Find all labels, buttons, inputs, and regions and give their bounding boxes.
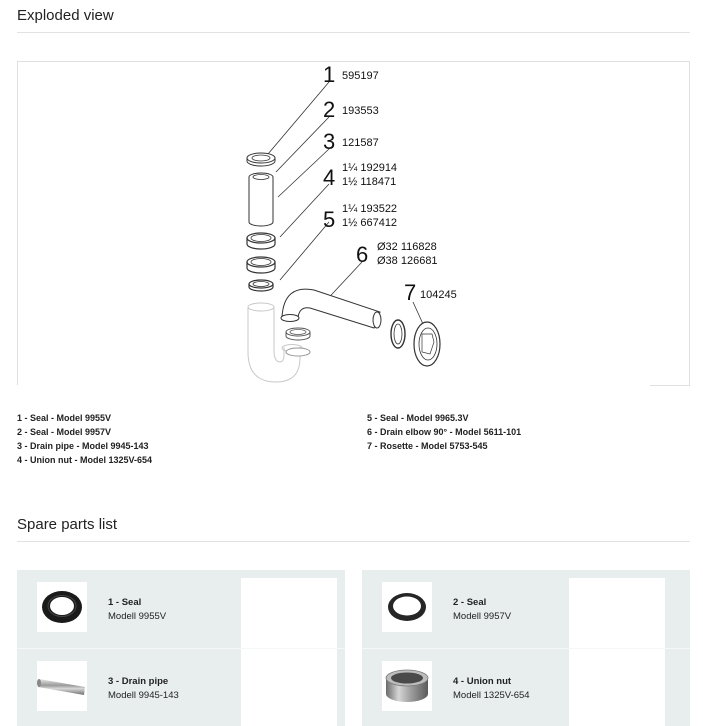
callout-7-number: 7 (404, 280, 417, 305)
spare-parts-panel-right (362, 570, 690, 726)
elbow-union-nut-drawing (391, 320, 405, 348)
part-4-union-nut-drawing (247, 233, 275, 273)
exploded-drawing (18, 62, 689, 385)
spare-part-model: Modell 9945-143 (108, 690, 179, 701)
spare-parts-panel-left (17, 570, 345, 726)
spare-part-name: 1 - Seal (108, 597, 142, 608)
spare-part-name: 3 - Drain pipe (108, 676, 169, 687)
legend-item: 1 - Seal - Model 9955V (17, 413, 112, 423)
legend-left (17, 411, 152, 467)
callout-2-number: 2 (323, 97, 336, 122)
legend-item: 7 - Rosette - Model 5753-545 (367, 441, 488, 451)
callout-4-line-2: 1½ 118471 (342, 176, 397, 188)
diagram-bottom-edge (17, 385, 650, 386)
legend-item: 3 - Drain pipe - Model 9945-143 (17, 441, 149, 451)
spare-part-card[interactable] (362, 648, 690, 726)
spare-part-card[interactable] (362, 570, 690, 648)
trap-body-drawing (248, 303, 310, 382)
callout-4-line-1: 1¼ 192914 (342, 162, 398, 174)
spare-part-name: 4 - Union nut (453, 676, 512, 687)
legend-item: 5 - Seal - Model 9965.3V (367, 413, 469, 423)
callout-1-line-1: 595197 (342, 70, 379, 82)
spare-parts-title: Spare parts list (17, 516, 118, 533)
callout-3-line-1: 121587 (342, 137, 379, 149)
legend-item: 2 - Seal - Model 9957V (17, 427, 112, 437)
callout-4-number: 4 (323, 165, 336, 190)
black-seal-ring-icon (382, 582, 432, 632)
callout-1-number: 1 (323, 62, 336, 87)
union-nut-icon (382, 661, 432, 711)
callout-5-line-1: 1¼ 193522 (342, 203, 398, 215)
callout-6-line-2: Ø38 126681 (377, 255, 438, 267)
spare-part-name: 2 - Seal (453, 597, 487, 608)
callout-5-line-2: 1½ 667412 (342, 217, 398, 229)
callout-7-line-1: 104245 (420, 289, 457, 301)
exploded-diagram (17, 61, 690, 386)
part-7-rosette-drawing (414, 322, 440, 366)
callout-5-number: 5 (323, 207, 336, 232)
spare-part-card[interactable] (17, 570, 345, 648)
trap-seals-drawing (286, 328, 310, 356)
callout-6-number: 6 (356, 242, 369, 267)
legend-item: 4 - Union nut - Model 1325V-654 (17, 455, 153, 465)
spare-part-model: Modell 9955V (108, 611, 167, 622)
callout-6-line-1: Ø32 116828 (377, 241, 437, 253)
legend-right (367, 411, 521, 453)
spare-part-card[interactable] (17, 648, 345, 726)
part-5-seal-drawing (249, 280, 273, 291)
chrome-pipe-icon (37, 661, 87, 711)
exploded-view-title: Exploded view (17, 7, 114, 24)
divider (17, 541, 690, 542)
callout-3-number: 3 (323, 129, 336, 154)
legend-item: 6 - Drain elbow 90° - Model 5611-101 (367, 427, 522, 437)
black-seal-ring-icon (37, 582, 87, 632)
spare-part-model: Modell 9957V (453, 611, 512, 622)
spare-part-model: Modell 1325V-654 (453, 690, 530, 701)
divider (17, 32, 690, 33)
part-3-drain-pipe-drawing (249, 173, 273, 226)
callout-2-line-1: 193553 (342, 105, 379, 117)
part-1-seal-drawing (247, 153, 275, 166)
